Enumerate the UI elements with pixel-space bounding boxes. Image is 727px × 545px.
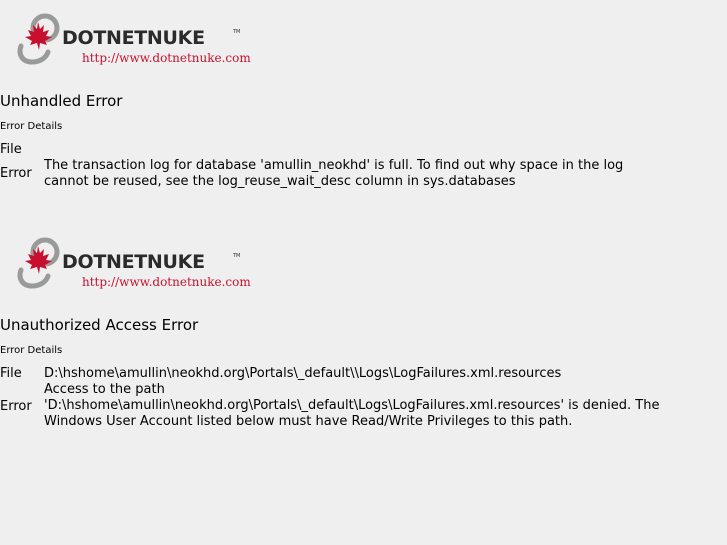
error-message-line: Access to the path [44, 382, 165, 397]
error-message-line: Windows User Account listed below must have Read/Write Privileges to this path. [44, 414, 573, 429]
error-block-2 [0, 225, 727, 445]
dotnetnuke-maple-leaf-icon [14, 236, 64, 290]
error-details-label: Error Details [0, 345, 63, 356]
logo-trademark: TM [233, 253, 241, 259]
error-message [44, 382, 727, 430]
file-label: File [0, 142, 22, 157]
error-label: Error [0, 166, 32, 181]
logo-url-link[interactable]: http://www.dotnetnuke.com [82, 51, 251, 65]
dotnetnuke-logo[interactable] [14, 12, 251, 68]
error-block-1 [0, 0, 727, 220]
logo-trademark: TM [233, 29, 241, 35]
error-message-line: The transaction log for database 'amullin_neokhd' is full. To find out why space in the log [44, 158, 624, 173]
dotnetnuke-logo[interactable] [14, 236, 251, 292]
error-message-line: 'D:\hshome\amullin\neokhd.org\Portals\_default\Logs\LogFailures.xml.resources' is denied. The [44, 398, 660, 413]
file-label: File [0, 366, 22, 381]
error-message-line: cannot be reused, see the log_reuse_wait_desc column in sys.databases [44, 174, 516, 189]
file-value: D:\hshome\amullin\neokhd.org\Portals\_default\\Logs\LogFailures.xml.resources [44, 366, 562, 381]
error-label: Error [0, 399, 32, 414]
dotnetnuke-maple-leaf-icon [14, 12, 64, 66]
error-details-label: Error Details [0, 121, 63, 132]
error-title: Unauthorized Access Error [0, 316, 199, 334]
logo-wordmark: DOTNETNUKE [62, 251, 205, 273]
error-title: Unhandled Error [0, 92, 123, 110]
logo-wordmark: DOTNETNUKE [62, 27, 205, 49]
logo-url-link[interactable]: http://www.dotnetnuke.com [82, 275, 251, 289]
error-message [44, 158, 727, 190]
